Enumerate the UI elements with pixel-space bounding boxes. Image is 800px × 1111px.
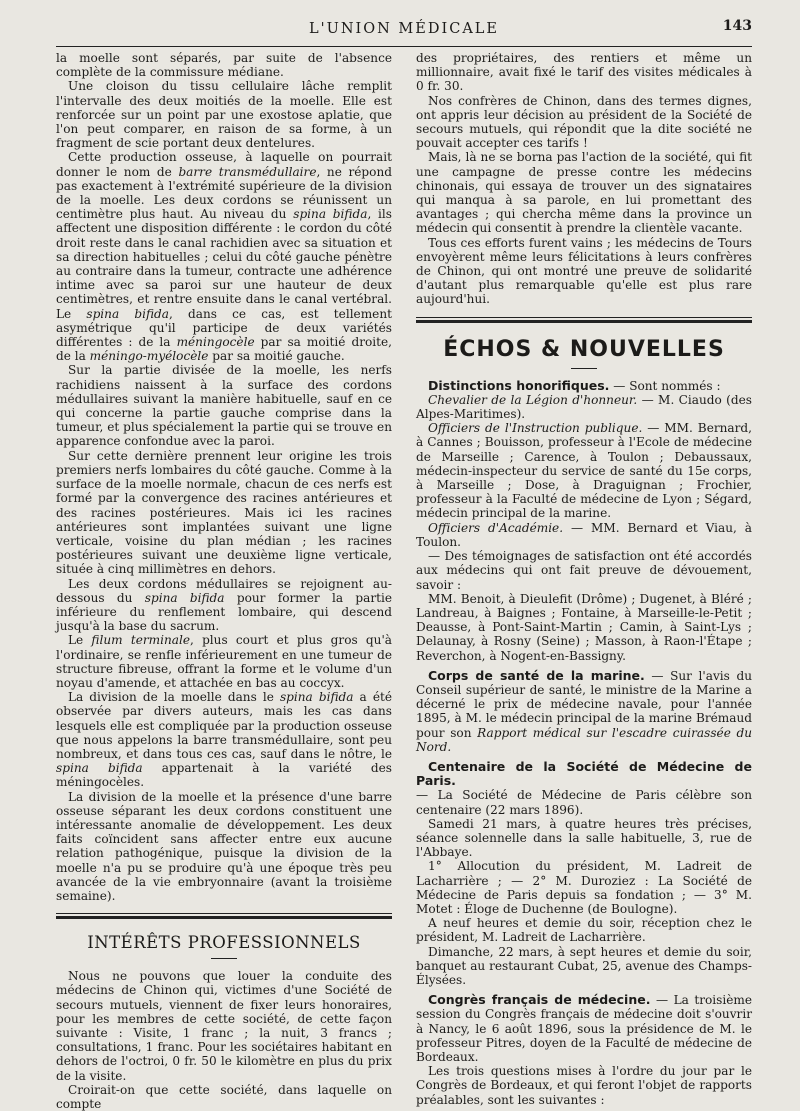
paragraph: Centenaire de la Société de Médecine de Paris. (416, 758, 752, 789)
section-separator (416, 317, 752, 323)
paragraph: Les deux cordons médullaires se rejoignent au-dessous du spina bifida pour former la partie inférieure du renflement lombaire, qui descend jusqu'à la base du sacrum. (56, 576, 392, 634)
paragraph: Une cloison du tissu cellulaire lâche remplit l'intervalle des deux moitiés de la moelle. Elle est renforcée sur un point par une exostose aplatie, que l'on peut comparer, en raison de sa forme, à un fragment de scie portant deux dentelures. (56, 79, 392, 151)
paragraph: La division de la moelle dans le spina bifida a été observée par divers auteurs, mais les cas dans lesquels elle est compliquée par la production osseuse que nous appelons la barre transmédullaire, sont peu nombreux, et dans tous ces cas, sauf dans le nôtre, le spina bifida appartenait à la variété des méningocèles. (56, 690, 392, 790)
paragraph: Le filum terminale, plus court et plus gros qu'à l'ordinaire, se renfle inférieurement en une tumeur de structure fibreuse, offrant la forme et le volume d'un noyau d'amende, et attachée en bas au coccyx. (56, 633, 392, 690)
two-columns (56, 51, 752, 1111)
page-header (56, 14, 752, 36)
title-underline (211, 958, 237, 959)
paragraph: — La Société de Médecine de Paris célèbre son centenaire (22 mars 1896). (416, 788, 752, 817)
section-title: INTÉRÊTS PROFESSIONNELS (87, 933, 361, 953)
paragraph: — Des témoignages de satisfaction ont été accordés aux médecins qui ont fait preuve de dévouement, savoir : (416, 549, 752, 592)
paragraph: Congrès français de médecine. — La troisième session du Congrès français de médecine doit s'ouvrir à Nancy, le 6 août 1896, sous la présidence de M. le professeur Pitres, doyen de la Faculté de médecine de Bordeaux. (416, 992, 752, 1064)
section-title: ÉCHOS & NOUVELLES (443, 336, 725, 362)
header-rule (56, 46, 752, 47)
paragraph: Croirait-on que cette société, dans laquelle on compte (56, 1082, 392, 1111)
paragraph: Corps de santé de la marine. — Sur l'avis du Conseil supérieur de santé, le ministre de la Marine a décerné le prix de médecine navale, pour l'année 1895, à M. le médecin principal de la marine Brémaud pour son Rapport médical sur l'escadre cuirassée du Nord. (416, 667, 753, 754)
running-title: L'UNION MÉDICALE (309, 21, 499, 37)
paragraph: Dimanche, 22 mars, à sept heures et demie du soir, banquet au restaurant Cubat, 25, avenue des Champs-Élysées. (416, 944, 752, 987)
page-number: 143 (722, 18, 752, 34)
paragraph: 1° Allocution du président, M. Ladreit de Lacharrière ; — 2° M. Duroziez : La Société de Médecine de Paris depuis sa fondation ; — 3° M. Motet : Éloge de Duchenne (de Boulogne). (416, 859, 752, 916)
paragraph: Sur cette dernière prennent leur origine les trois premiers nerfs lombaires du côté gauche. Comme à la surface de la moelle normale, chacun de ces nerfs est formé par la convergence des racines antérieures et des racines postérieures. Mais ici les racines antérieures sont implantées suivant une ligne verticale, voisine du plan médian ; les racines postérieures suivant une deuxième ligne verticale, située à cinq millimètres en dehors. (56, 448, 392, 577)
title-underline (571, 368, 597, 369)
right-column (416, 51, 752, 1111)
paragraph: A neuf heures et demie du soir, réception chez le président, M. Ladreit de Lacharrière. (416, 916, 752, 945)
paragraph: Mais, là ne se borna pas l'action de la société, qui fit une campagne de presse contre les médecins chinonais, qui essaya de trouver un des signataires qui manqua à sa parole, en lui promettant des avantages ; qui chercha même dans la province un médecin qui consentit à prendre la clientèle vacante. (416, 150, 752, 236)
paragraph: Sur la partie divisée de la moelle, les nerfs rachidiens naissent à la surface des cordons médullaires suivant la manière habituelle, sauf en ce qui concerne la partie gauche comprise dans la tumeur, et plus spécialement la partie qui se trouve en apparence confondue avec la paroi. (56, 363, 392, 449)
paragraph: Officiers d'Académie. — MM. Bernard et Viau, à Toulon. (416, 520, 753, 549)
paragraph: Nous ne pouvons que louer la conduite des médecins de Chinon qui, victimes d'une Société de secours mutuels, viennent de fixer leurs honoraires, pour les membres de cette société, de cette façon suivante : Visite, 1 franc ; la nuit, 3 francs ; consultations, 1 franc. Pour les sociétaires habitant en dehors de l'octroi, 0 fr. 50 le kilomètre en plus du prix de la visite. (56, 969, 392, 1083)
paragraph: Les trois questions mises à l'ordre du jour par le Congrès de Bordeaux, et qui feront l'objet de rapports préalables, sont les suivantes : (416, 1064, 752, 1107)
paragraph: Samedi 21 mars, à quatre heures très précises, séance solennelle dans la salle habituelle, 3, rue de l'Abbaye. (416, 816, 752, 860)
paragraph: Tous ces efforts furent vains ; les médecins de Tours envoyèrent même leurs félicitations à leurs confrères de Chinon, qui ont montré une preuve de solidarité d'autant plus remarquable qu'elle est plus rare aujourd'hui. (416, 235, 752, 307)
paragraph: la moelle sont séparés, par suite de l'absence complète de la commissure médiane. (56, 51, 392, 80)
paragraph: Chevalier de la Légion d'honneur. — M. Ciaudo (des Alpes-Maritimes). (416, 392, 753, 422)
paragraph: La division de la moelle et la présence d'une barre osseuse séparant les deux cordons constituent une intéressante anomalie de développement. Les deux faits coïncident sans affecter entre eux aucune relation pathogénique, puisque la division de la moelle n'a pu se produire qu'à une époque très peu avancée de la vie embryonnaire (avant la troisième semaine). (56, 789, 392, 903)
paragraph: Nos confrères de Chinon, dans des termes dignes, ont appris leur décision au président de la Société de secours mutuels, qui répondit que la dite société ne pouvait accepter ces tarifs ! (416, 93, 752, 151)
paragraph: Distinctions honorifiques. — Sont nommés : (428, 377, 721, 393)
paragraph: Officiers de l'Instruction publique. — MM. Bernard, à Cannes ; Bouisson, professeur à l'Ecole de médecine de Marseille ; Carence, à Toulon ; Debaussaux, médecin-inspecteur du service de santé du 15e corps, à Marseille ; Dose, à Draguignan ; Frochier, professeur à la Faculté de médecine de Lyon ; Ségard, médecin principal de la marine. (416, 421, 752, 521)
paragraph: MM. Benoit, à Dieulefit (Drôme) ; Dugenet, à Bléré ; Landreau, à Baignes ; Fontaine, à Marseille-le-Petit ; Deausse, à Pont-Saint-Martin ; Camin, à Saint-Lys ; Delaunay, à Rosny (Seine) ; Masson, à Raon-l'Étape ; Reverchon, à Nogent-en-Bassigny. (416, 591, 752, 663)
left-column (56, 51, 392, 1111)
paragraph: des propriétaires, des rentiers et même un millionnaire, avait fixé le tarif des visites médicales à 0 fr. 30. (416, 51, 752, 94)
paragraph: Cette production osseuse, à laquelle on pourrait donner le nom de barre transmédullaire, ne répond pas exactement à l'extrémité supérieure de la division de la moelle. Les deux cordons se réunissent un centimètre plus haut. Au niveau du spina bifida, ils affectent une disposition différente : le cordon du côté droit reste dans le canal rachidien avec sa situation et sa direction habituelles ; celui du côté gauche pénètre au contraire dans la tumeur, contracte une adhérence intime avec sa paroi sur une hauteur de deux centimètres, et rentre ensuite dans le canal vertébral. Le spina bifida, dans ce cas, est tellement asymétrique qu'il participe de deux variétés différentes : de la méningocèle par sa moitié droite, de la méningo-myélocèle par sa moitié gauche. (56, 150, 392, 364)
section-separator (56, 913, 392, 919)
